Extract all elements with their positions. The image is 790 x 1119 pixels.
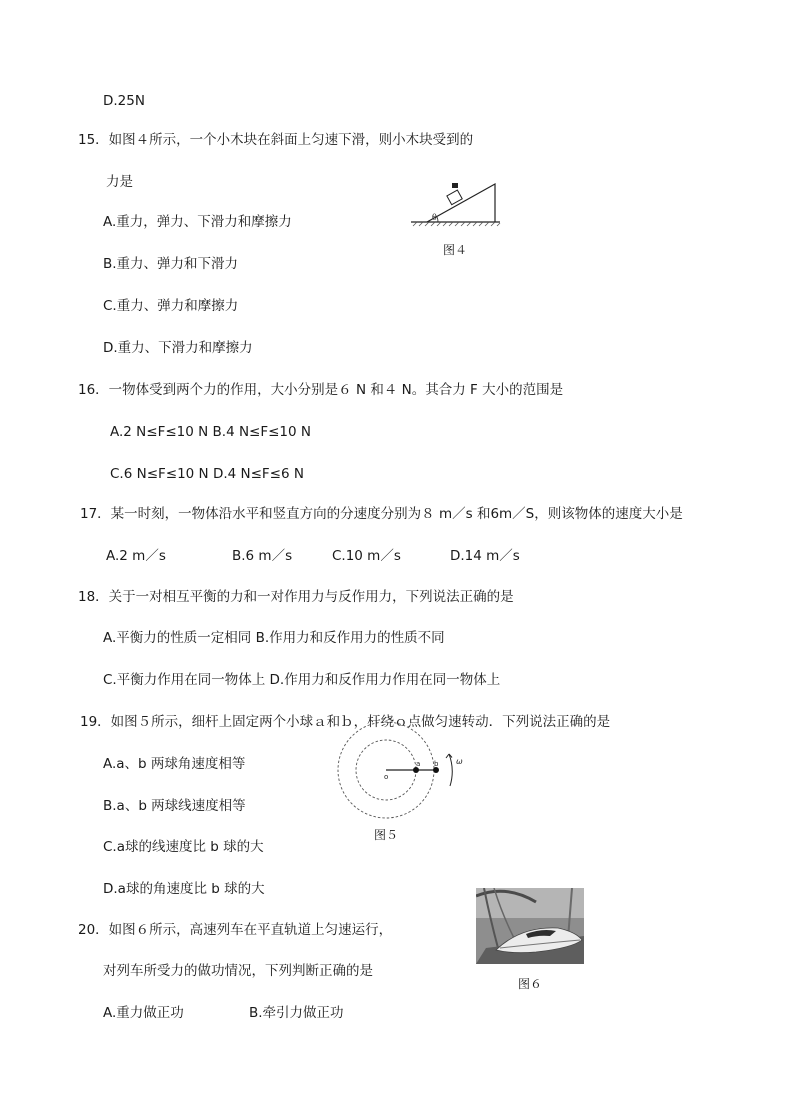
fig5-rotation-arrow	[449, 754, 452, 786]
q18-options-cd: C.平衡力作用在同一物体上 D.作用力和反作用力作用在同一物体上	[103, 672, 501, 688]
q15-option-c: C.重力、弹力和摩擦力	[103, 298, 239, 314]
fig6-caption: 图６	[518, 977, 543, 991]
q15-option-d: D.重力、下滑力和摩擦力	[103, 340, 253, 356]
q19-option-c: C.a球的线速度比 b 球的大	[103, 839, 264, 855]
q16-stem: 16．一物体受到两个力的作用，大小分别是６ N 和４ N。其合力 F 大小的范围是	[78, 382, 564, 398]
fig4-hatching	[413, 222, 500, 226]
fig5-omega-label: ω	[456, 757, 463, 766]
q15-stem-cont: 力是	[106, 174, 133, 190]
q19-option-d: D.a球的角速度比 b 球的大	[103, 881, 265, 897]
q15-stem: 15．如图４所示，一个小木块在斜面上匀速下滑，则小木块受到的	[78, 132, 474, 148]
q19-stem: 19．如图５所示，细杆上固定两个小球ａ和ｂ，杆绕ｏ点做匀速转动．下列说法正确的是	[80, 714, 611, 730]
q20-option-a: A.重力做正功	[103, 1005, 184, 1021]
fig5-caption: 图５	[374, 828, 399, 842]
q14-option-d: D.25N	[103, 93, 145, 109]
figure-5-rotation	[330, 720, 470, 825]
fig4-block	[447, 190, 462, 205]
fig4-angle-arc	[437, 217, 438, 222]
q17-option-a: A.2 m／s	[106, 548, 166, 564]
fig4-theta-label: θ	[432, 213, 437, 222]
fig4-small-mark	[452, 183, 458, 188]
figure-4-incline	[405, 178, 505, 230]
fig4-caption: 图４	[443, 243, 468, 257]
q18-options-ab: A.平衡力的性质一定相同 B.作用力和反作用力的性质不同	[103, 630, 445, 646]
q18-stem: 18．关于一对相互平衡的力和一对作用力与反作用力，下列说法正确的是	[78, 589, 514, 605]
figure-6-train-photo	[476, 888, 584, 964]
fig5-arrow-head	[446, 754, 452, 758]
q20-option-b: B.牵引力做正功	[249, 1005, 344, 1021]
q20-stem: 20．如图６所示，高速列车在平直轨道上匀速运行，	[78, 922, 393, 938]
q17-stem: 17．某一时刻，一物体沿水平和竖直方向的分速度分别为８ m／s 和6m／S，则该物体的速度大小是	[80, 506, 683, 522]
fig4-incline	[427, 184, 495, 222]
fig5-label-a: a	[416, 760, 421, 768]
q15-option-a: A.重力，弹力、下滑力和摩擦力	[103, 214, 292, 230]
fig5-label-b: b	[434, 760, 439, 768]
q20-stem-cont: 对列车所受力的做功情况，下列判断正确的是	[103, 963, 373, 979]
q19-option-b: B.a、b 两球线速度相等	[103, 798, 246, 814]
q19-option-a: A.a、b 两球角速度相等	[103, 756, 246, 772]
q16-options-cd: C.6 N≤F≤10 N D.4 N≤F≤6 N	[110, 466, 304, 482]
q15-option-b: B.重力、弹力和下滑力	[103, 256, 239, 272]
fig5-label-o: o	[384, 773, 389, 781]
q17-option-c: C.10 m／s	[332, 548, 401, 564]
q17-option-d: D.14 m／s	[450, 548, 520, 564]
q17-option-b: B.6 m／s	[232, 548, 293, 564]
q16-options-ab: A.2 N≤F≤10 N B.4 N≤F≤10 N	[110, 424, 312, 440]
